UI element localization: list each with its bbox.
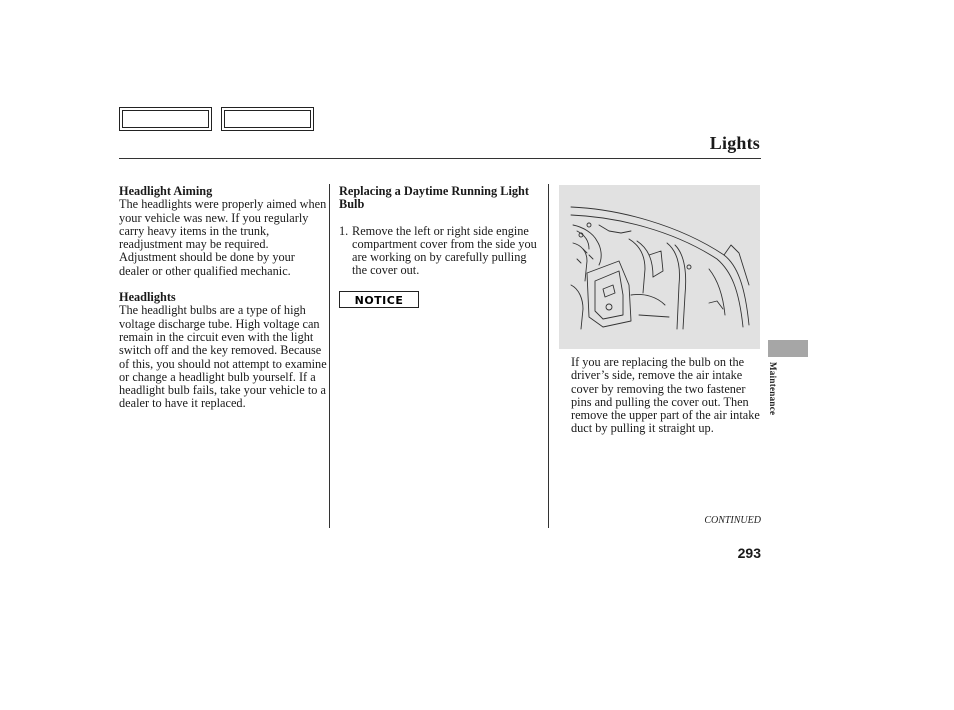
notice-label: NOTICE <box>354 293 404 307</box>
column-middle <box>339 185 539 308</box>
nav-box-right-inner <box>224 110 311 128</box>
column-right <box>571 356 761 436</box>
nav-box-right[interactable] <box>221 107 314 131</box>
step-1-number: 1. <box>339 223 349 238</box>
drl-bulb-heading: Replacing a Daytime Running Light Bulb <box>339 184 529 212</box>
notice-box <box>339 291 419 308</box>
headlights-heading: Headlights <box>119 290 176 305</box>
engine-compartment-figure <box>559 185 760 349</box>
column-divider-2 <box>548 184 549 528</box>
headlight-aiming-text: The headlights were properly aimed when your vehicle was new. If you regularly carry heavy items in the trunk, readjustment may be required. Adjustment should be done by your dealer or other qualified mechanic. <box>119 197 327 278</box>
step-1-text: Remove the left or right side engine compartment cover from the side you are working on by carefully pulling the cover out. <box>352 223 537 278</box>
section-tab[interactable] <box>768 340 808 357</box>
engine-compartment-drawing <box>559 185 760 349</box>
air-intake-text: If you are replacing the bulb on the driver’s side, remove the air intake cover by removing the two fastener pins and pulling the cover out. Then remove the upper part of the air intake duct by pulling it straight up. <box>571 355 760 436</box>
title-rule <box>119 158 761 159</box>
section-tab-label: Maintenance <box>768 362 778 416</box>
headlight-aiming-heading: Headlight Aiming <box>119 184 213 198</box>
step-1 <box>339 225 539 278</box>
page-title: Lights <box>709 133 760 153</box>
headlights-text: The headlight bulbs are a type of high voltage discharge tube. High voltage can remain in the circuit even with the light switch off and the key removed. Because of this, you should not attempt to examine or change a headlight bulb yourself. If a headlight bulb fails, take your vehicle to a dealer to have it replaced. <box>119 303 327 411</box>
nav-box-left[interactable] <box>119 107 212 131</box>
nav-box-left-inner <box>122 110 209 128</box>
continued-label: CONTINUED <box>704 515 761 526</box>
page-number: 293 <box>737 545 761 561</box>
column-left <box>119 185 327 411</box>
column-divider-1 <box>329 184 330 528</box>
